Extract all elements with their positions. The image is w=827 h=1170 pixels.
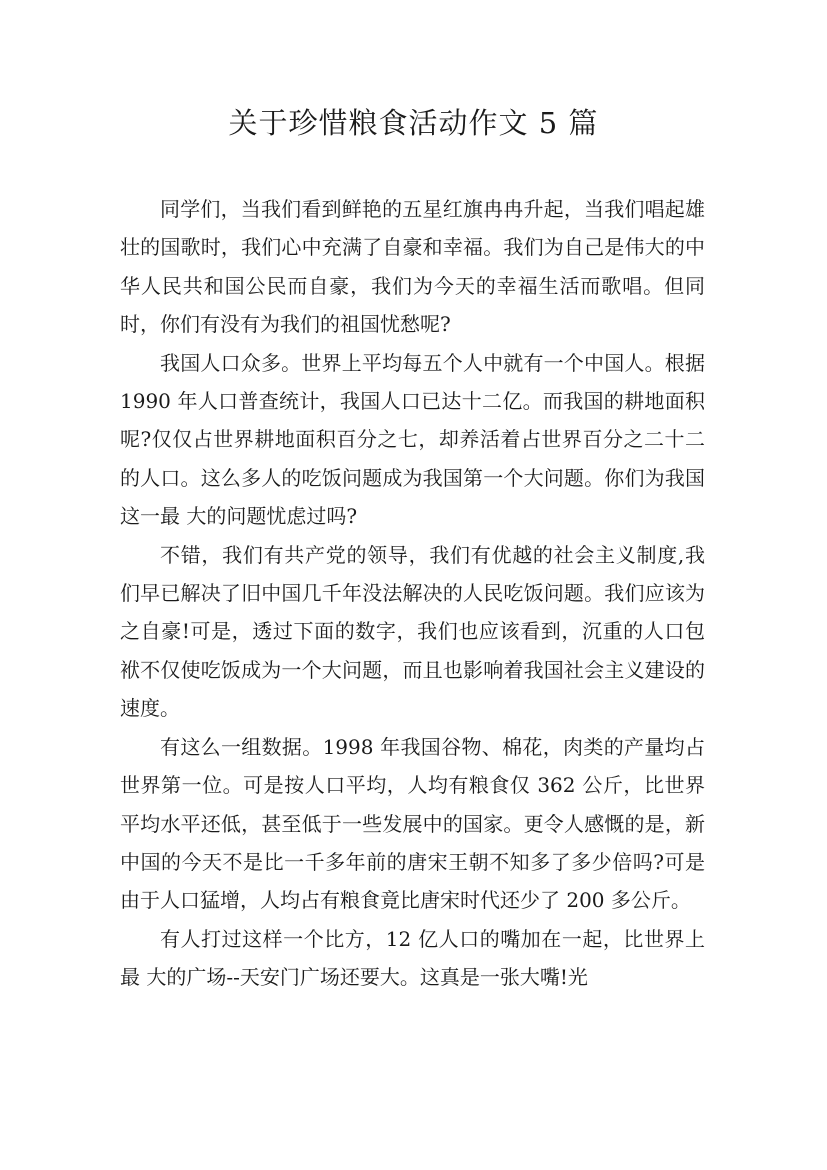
paragraph: 有这么一组数据。1998 年我国谷物、棉花，肉类的产量均占世界第一位。可是按人口平均，人均有粮食仅 362 公斤，比世界平均水平还低，甚至低于一些发展中的国家。更令人感慨的是，新中国的今天不是比一千多年前的唐宋王朝不知多了多少倍吗?可是由于人口猛增，人均占有粮食竟比唐宋时代还少了 200 多公斤。 (120, 734, 705, 913)
paragraph: 有人打过这样一个比方，12 亿人口的嘴加在一起，比世界上最 大的广场--天安门广场还要大。这真是一张大嘴!光 (120, 926, 705, 990)
paragraph: 我国人口众多。世界上平均每五个人中就有一个中国人。根据 1990 年人口普查统计，我国人口已达十二亿。而我国的耕地面积呢?仅仅占世界耕地面积百分之七，却养活着占世界百分之二十二的人口。这么多人的吃饭问题成为我国第一个大问题。你们为我国这一最 大的问题忧虑过吗? (120, 350, 705, 529)
document-title: 关于珍惜粮食活动作文 5 篇 (228, 106, 599, 140)
paragraph: 同学们，当我们看到鲜艳的五星红旗冉冉升起，当我们唱起雄壮的国歌时，我们心中充满了自豪和幸福。我们为自己是伟大的中华人民共和国公民而自豪，我们为今天的幸福生活而歌唱。但同时，你们有没有为我们的祖国忧愁呢? (120, 197, 705, 337)
paragraph: 不错，我们有共产党的领导，我们有优越的社会主义制度,我们早已解决了旧中国几千年没法解决的人民吃饭问题。我们应该为之自豪!可是，透过下面的数字，我们也应该看到，沉重的人口包袱不仅使吃饭成为一个大问题，而且也影响着我国社会主义建设的速度。 (120, 542, 705, 721)
document-body (120, 190, 705, 997)
